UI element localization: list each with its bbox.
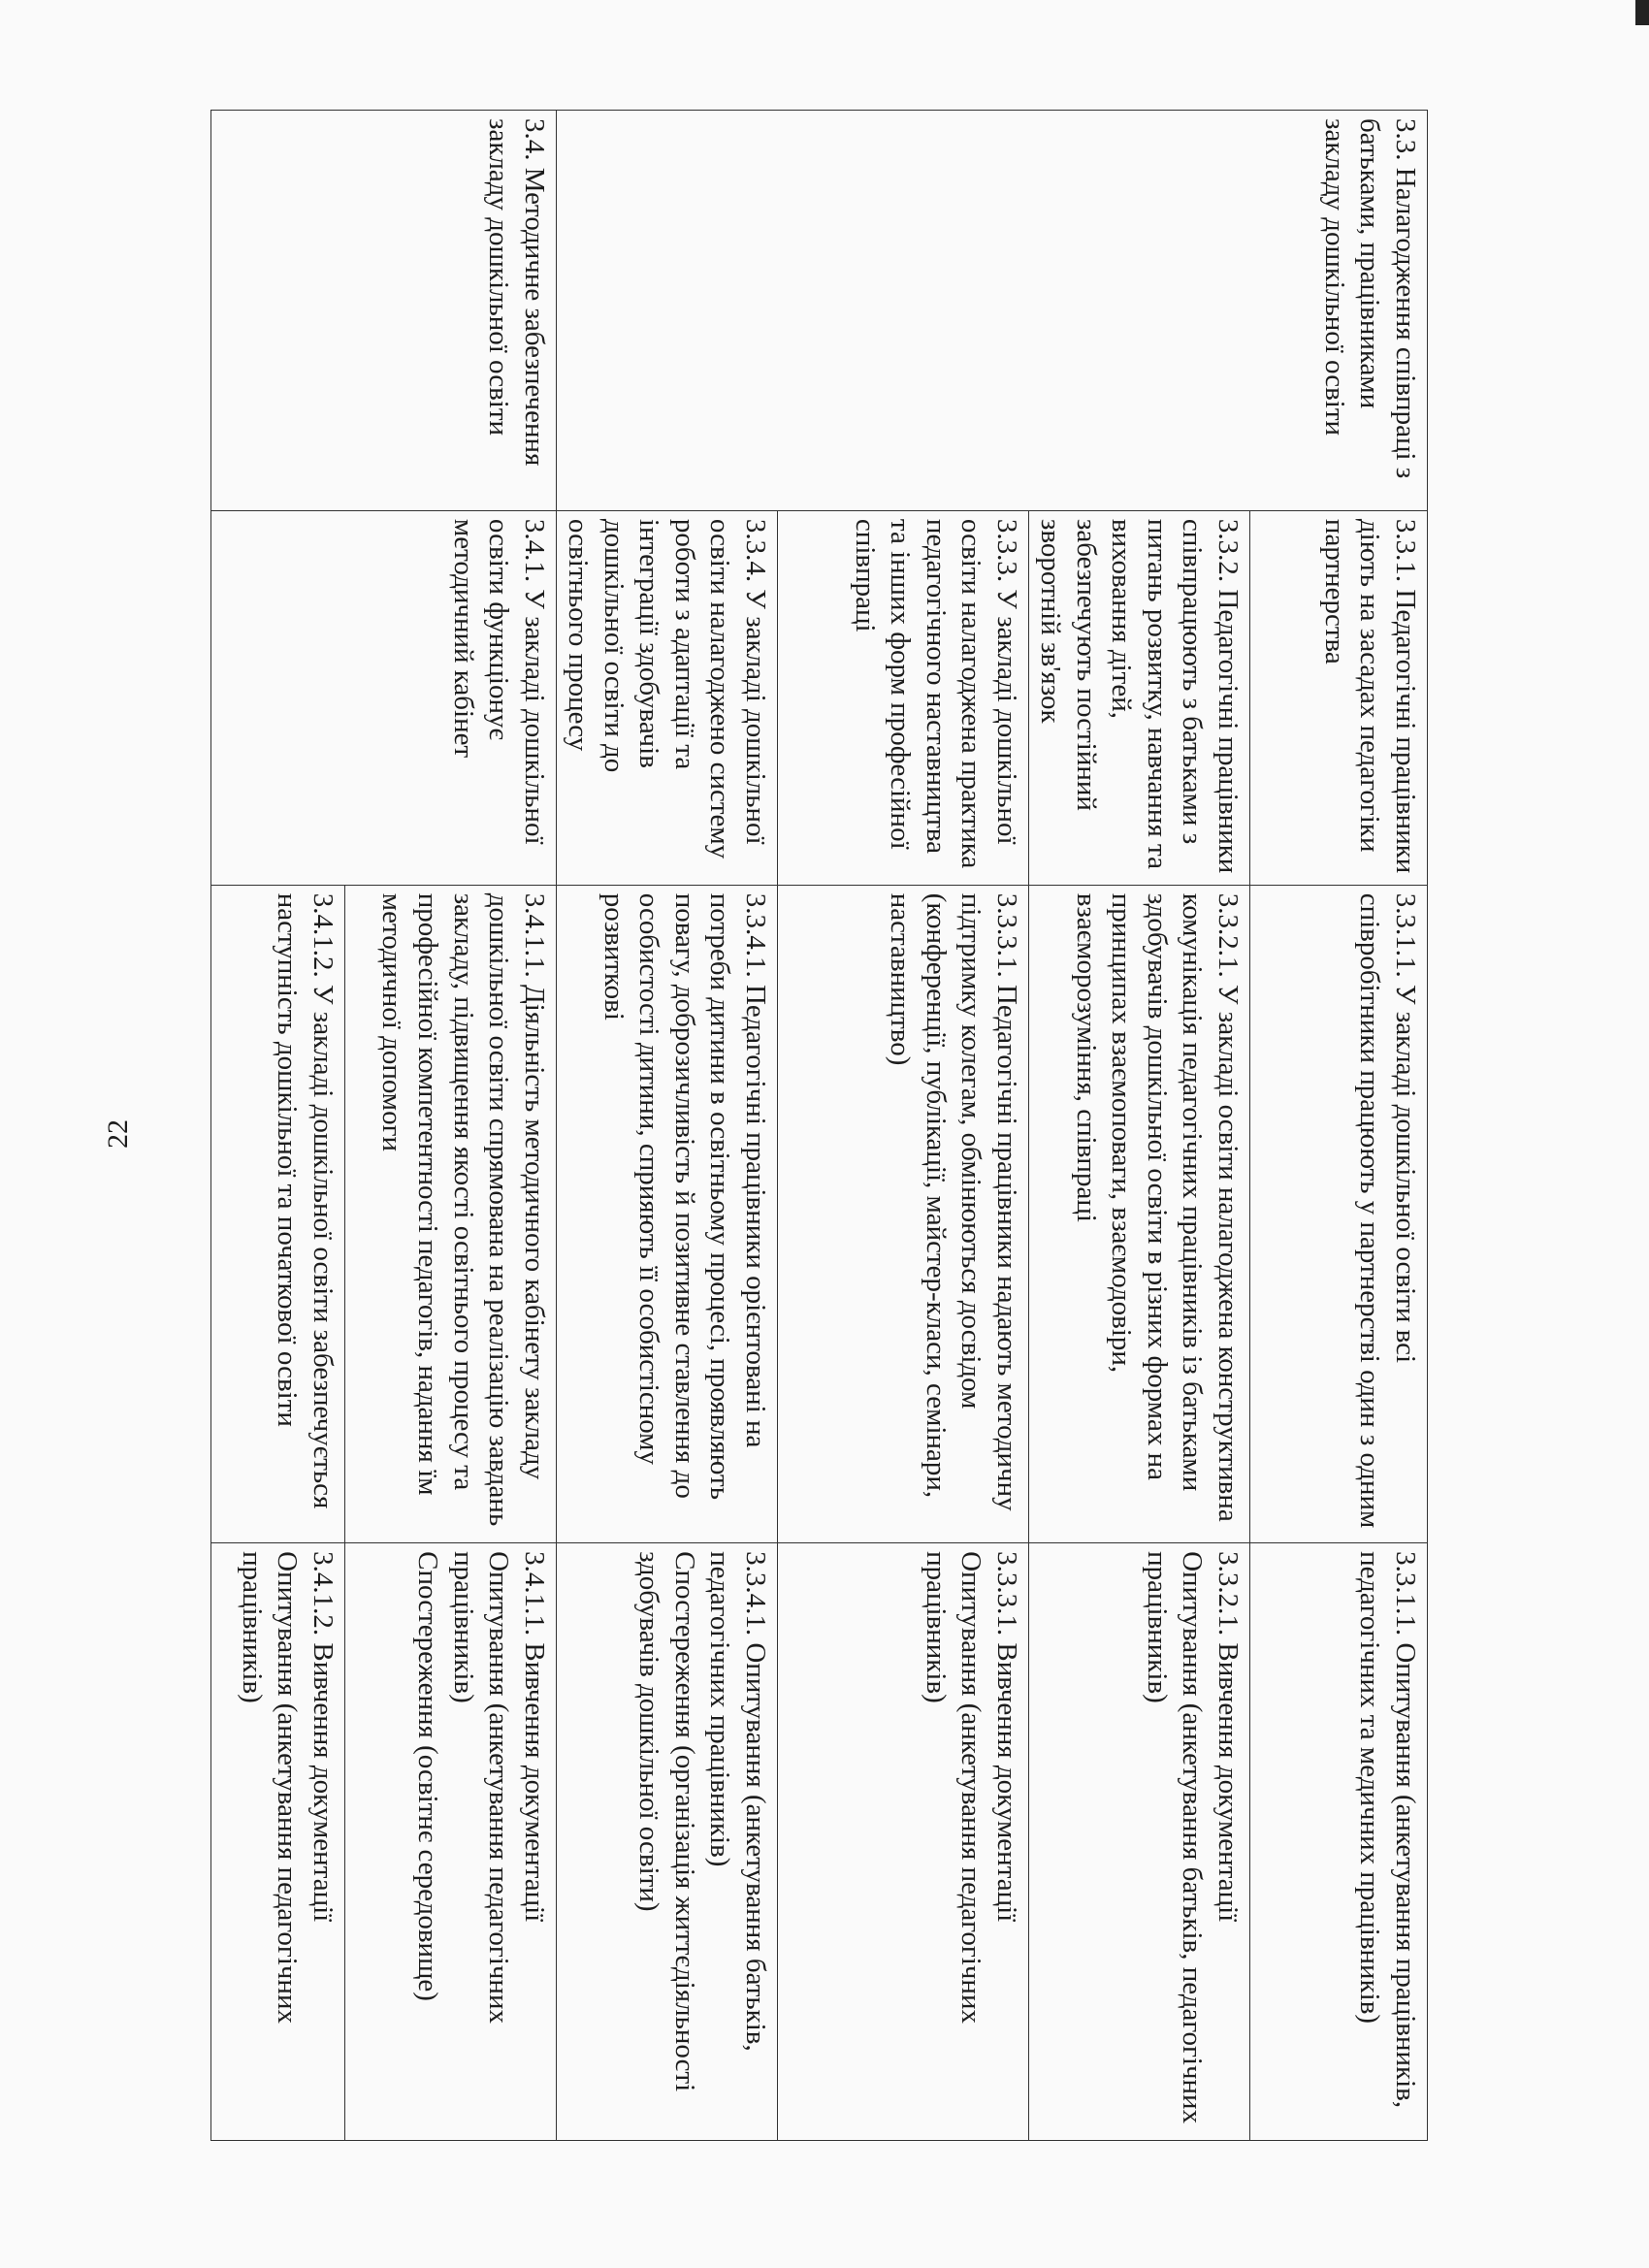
requirement-cell: 3.3. Налагодження співпраці з батьками, працівниками закладу дошкільної освіти xyxy=(556,111,1427,511)
method-line: Опитування (анкетування педагогічних працівників) xyxy=(920,1551,987,2024)
method-line: Опитування (анкетування педагогічних працівників) xyxy=(236,1551,304,2024)
method-line: Опитування (анкетування батьків, педагогічних працівників) xyxy=(1141,1551,1209,2124)
table-wrapper xyxy=(220,110,1428,2141)
method-line: 3.3.1.1. Опитування (анкетування працівників, педагогічних та медичних працівників) xyxy=(1354,1551,1421,2109)
method-line: 3.3.2.1. Вивчення документації xyxy=(1212,1551,1244,1923)
criterion-cell: 3.3.1. Педагогічні працівники діють на засадах педагогіки партнерства xyxy=(1250,510,1428,885)
scan-edge xyxy=(1635,0,1649,25)
table-row xyxy=(1250,111,1428,2141)
criterion-cell: 3.3.2. Педагогічні працівники співпрацюють з батьками з питань розвитку, навчання та виховання дітей, забезпечують постійний зворотній зв'язок xyxy=(1028,510,1249,885)
indicator-cell: 3.4.1.1. Діяльність методичного кабінету закладу дошкільної освіти спрямована на реалізацію завдань закладу, підвищення якості освітнього процесу та професійної компетентності педагогів, надання їм методичної допомоги xyxy=(344,885,556,1542)
criteria-table xyxy=(210,110,1428,2141)
method-line: Спостереження (освітнє середовище) xyxy=(412,1551,444,2001)
method-line: Спостереження (організація життєдіяльності здобувачів дошкільної освіти) xyxy=(633,1551,700,2092)
criterion-cell: 3.3.3. У закладі дошкільної освіти налагоджена практика педагогічного наставництва та інших форм професійної співпраці xyxy=(777,510,1028,885)
methods-cell xyxy=(210,1543,344,2141)
methods-cell xyxy=(556,1543,777,2141)
method-line: 3.3.3.1. Вивчення документації xyxy=(990,1551,1022,1923)
method-line: Опитування (анкетування педагогічних працівників) xyxy=(447,1551,515,2024)
requirement-cell: 3.4. Методичне забезпечення закладу дошкільної освіти xyxy=(210,111,556,511)
criterion-cell: 3.3.4. У закладі дошкільної освіти налагоджено систему роботи з адаптації та інтеграції здобувачів дошкільної освіти до освітнього процесу xyxy=(556,510,777,885)
methods-cell xyxy=(1028,1543,1249,2141)
indicator-cell: 3.3.2.1. У закладі освіти налагоджена конструктивна комунікація педагогічних працівників із батьками здобувачів дошкільної освіти в різних формах на принципах взаємоповаги, взаємодовіри, взаєморозуміння, співпраці xyxy=(1028,885,1249,1542)
methods-cell xyxy=(777,1543,1028,2141)
methods-cell xyxy=(1250,1543,1428,2141)
criterion-cell: 3.4.1. У закладі дошкільної освіти функціонує методичний кабінет xyxy=(210,510,556,885)
indicator-cell: 3.3.4.1. Педагогічні працівники орієнтовані на потреби дитини в освітньому процесі, проявляють повагу, доброзичливість й позитивне ставлення до особистості дитини, сприяють її особистісному розвиткові xyxy=(556,885,777,1542)
methods-cell xyxy=(344,1543,556,2141)
method-line: 3.4.1.1. Вивчення документації xyxy=(518,1551,550,1923)
table-row xyxy=(344,111,556,2141)
indicator-cell: 3.3.3.1. Педагогічні працівники надають методичну підтримку колегам, обмінюються досвідом (конференції, публікації, майстер-класи, семінари, наставництво) xyxy=(777,885,1028,1542)
indicator-cell: 3.4.1.2. У закладі дошкільної освіти забезпечується наступність дошкільної та початкової освіти xyxy=(210,885,344,1542)
indicator-cell: 3.3.1.1. У закладі дошкільної освіти всі співробітники працюють у партнерстві один з одним xyxy=(1250,885,1428,1542)
method-line: 3.3.4.1. Опитування (анкетування батьків, педагогічних працівників) xyxy=(704,1551,771,2052)
page-number: 22 xyxy=(102,1119,134,1149)
method-line: 3.4.1.2. Вивчення документації xyxy=(307,1551,339,1923)
